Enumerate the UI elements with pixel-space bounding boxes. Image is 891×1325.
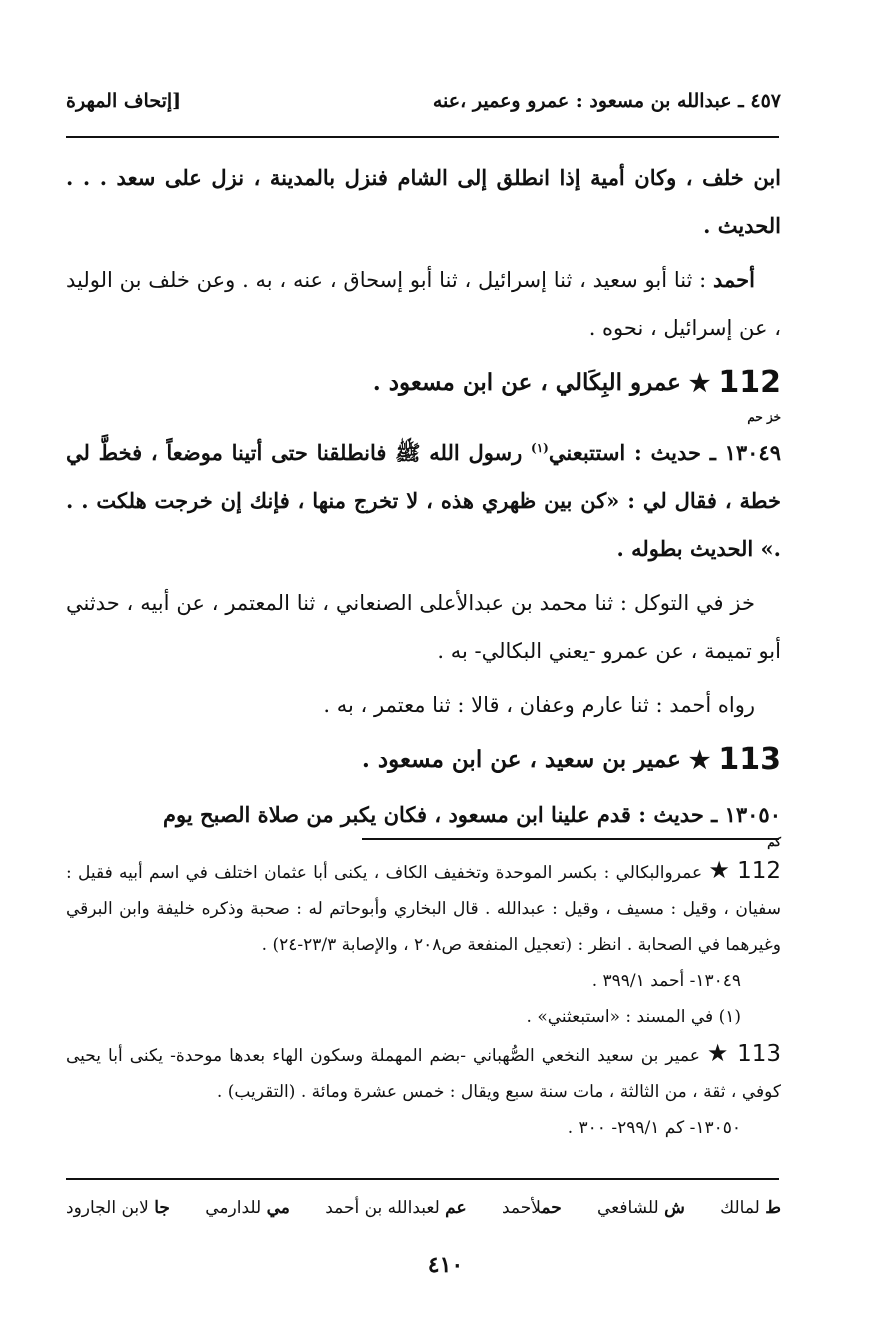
hadith-13049-text-a: استتبعني (548, 440, 635, 465)
footnote-113 (66, 1035, 781, 1110)
footnote-1: (١) في المسند : «استبعثني» . (526, 1007, 741, 1027)
footnote-112 (66, 852, 781, 963)
hadith-13049-number: ١٣٠٤٩ (724, 440, 781, 465)
paragraph-2-rest: : ثنا أبو سعيد ، ثنا إسرائيل ، ثنا أبو إسحاق ، عنه ، به . وعن خلف بن الوليد ، عن إسرائيل ، نحوه . (66, 268, 781, 340)
star-icon: ★ (706, 1039, 731, 1067)
header-rule (66, 136, 779, 138)
page-number: ٤١٠ (427, 1252, 464, 1278)
hadith-13050 (66, 791, 781, 849)
abbreviations-rule (66, 1178, 779, 1180)
translation-heading-112 (66, 358, 781, 408)
paragraph-4: رواه أحمد : ثنا عارم وعفان ، قالا : ثنا معتمر ، به . (323, 693, 755, 717)
footnote-ref-1: (١) (531, 441, 549, 455)
abbreviation-item: حملأحمد (501, 1198, 562, 1218)
hadith-13050-marker: ـ حديث : (638, 802, 718, 827)
hadith-13049 (66, 410, 781, 573)
star-icon: ★ (688, 368, 711, 397)
paragraph-3: خز في التوكل : ثنا محمد بن عبدالأعلى الصنعاني ، ثنا المعتمر ، عن أبيه ، حدثني أبو تميمة ، عن عمرو -يعني البكالي- به . (66, 591, 781, 663)
hadith-13049-source-codes: خز حم (747, 410, 781, 424)
footnotes (66, 852, 781, 1146)
abbreviation-item: جا لابن الجارود (66, 1198, 170, 1218)
footnote-112-text: عمروالبكالي : بكسر الموحدة وتخفيف الكاف ، يكنى أبا عثمان اختلف في اسم أبيه فقيل : سفيان ، وقيل : مسيف ، وقيل : عبدالله . قال البخاري وأبوحاتم له : صحبة وذكره خليفة وابن البرقي وغيرهما في الصحابة . انظر : (تعجيل المنفعة ص٢٠٨ ، والإصابة ٢٣/٣-٢٤) . (66, 863, 781, 955)
hadith-13049-text-b: رسول الله ﷺ فانطلقنا حتى أتينا موضعاً ، فخطَّ لي خطة ، فقال لي : «كن بين ظهري هذه ، لا تخرج منها ، فإنك إن خرجت هلكت . . .» الحديث بطوله . (66, 440, 781, 561)
translation-heading-113 (66, 735, 781, 785)
star-icon: ★ (708, 856, 731, 884)
translation-title-112: عمرو البِكَالي ، عن ابن مسعود . (372, 369, 681, 396)
paragraph-2 (66, 256, 781, 352)
hadith-13050-source-code: كم (767, 835, 781, 849)
abbreviation-item: مي للدارمي (205, 1198, 290, 1218)
star-icon: ★ (688, 745, 711, 774)
header-chapter: ٤٥٧ ـ عبدالله بن مسعود : عمرو وعمير ،عنه (432, 90, 781, 112)
translation-number-113: 113 (718, 742, 781, 777)
hadith-13049-marker: ـ حديث : (634, 440, 716, 465)
paragraph-2-lead: أحمد (713, 267, 755, 292)
paragraph-1: ابن خلف ، وكان أمية إذا انطلق إلى الشام فنزل بالمدينة ، نزل على سعد . . . الحديث . (66, 165, 781, 238)
footnote-112-number: 112 (737, 858, 781, 884)
translation-title-113: عمير بن سعيد ، عن ابن مسعود . (361, 746, 681, 773)
footnote-113-number: 113 (737, 1041, 782, 1067)
running-header (66, 86, 781, 116)
abbreviation-item: ش للشافعي (597, 1198, 685, 1218)
footnote-13049: ١٣٠٤٩- أحمد ٣٩٩/١ . (591, 971, 741, 991)
footnote-rule (362, 838, 779, 840)
footnote-113-text: عمير بن سعيد النخعي الصُّهباني -بضم المهملة وسكون الهاء بعدها موحدة- يكنى أبا يحيى كوفي ، ثقة ، من الثالثة ، مات سنة سبع ويقال : خمس عشرة ومائة . (التقريب) . (66, 1046, 781, 1102)
translation-number-112: 112 (718, 365, 781, 400)
main-text (66, 154, 781, 855)
hadith-13050-text: قدم علينا ابن مسعود ، فكان يكبر من صلاة الصبح يوم (163, 802, 639, 827)
abbreviation-item: عم لعبدالله بن أحمد (325, 1198, 467, 1218)
hadith-13050-number: ١٣٠٥٠ (724, 802, 781, 827)
abbreviation-item: ط لمالك (720, 1198, 781, 1218)
abbreviations-key (66, 1190, 781, 1226)
footnote-13050: ١٣٠٥٠- كم ٢٩٩/١- ٣٠٠ . (567, 1118, 741, 1138)
header-book-title: [إتحاف المهرة (66, 90, 182, 112)
